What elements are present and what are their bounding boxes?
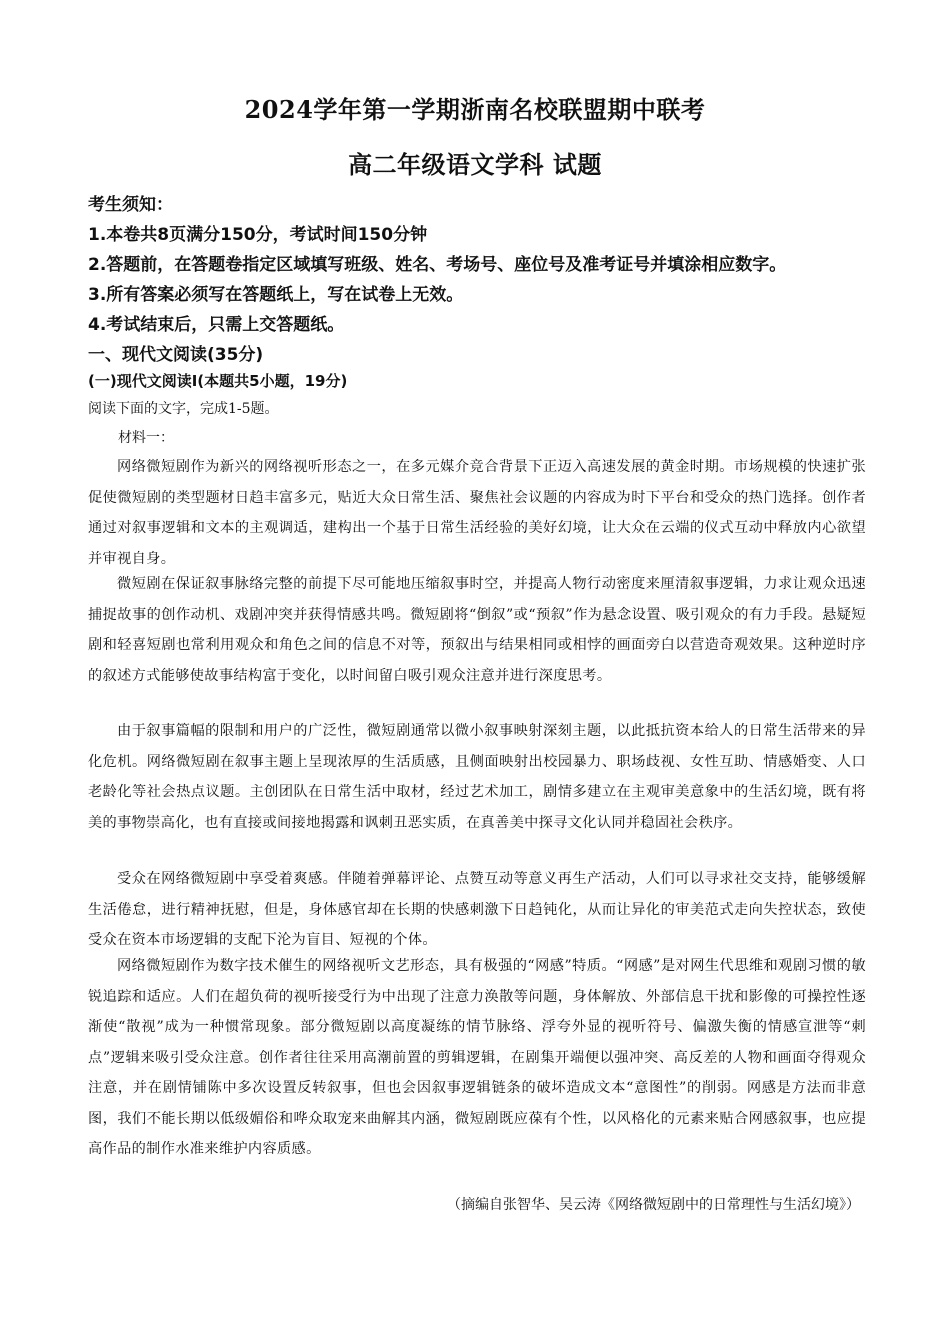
- notice-heading: 考生须知：: [88, 195, 173, 215]
- exam-subtitle: 高二年级语文学科 试题: [348, 150, 602, 179]
- passage-paragraph: 由于叙事篇幅的限制和用户的广泛性，微短剧通常以微小叙事映射深刻主题，以此抵抗资本给人的日常生活带来的异化危机。网络微短剧在叙事主题上呈现浓厚的生活质感，且侧面映射出校园暴力、职场歧视、女性互助、情感婚变、人口老龄化等社会热点议题。主创团队在日常生活中取材，经过艺术加工，剧情多建立在主观审美意象中的生活幻境，既有将美的事物崇高化，也有直接或间接地揭露和讽刺丑恶实质，在真善美中探寻文化认同并稳固社会秩序。: [88, 723, 866, 831]
- passage-paragraph: 网络微短剧作为数字技术催生的网络视听文艺形态，具有极强的“网感”特质。“网感”是对网生代思维和观剧习惯的敏锐追踪和适应。人们在超负荷的视听接受行为中出现了注意力涣散等问题，身体解放、外部信息干扰和影像的可操控性逐渐使“散视”成为一种惯常现象。部分微短剧以高度凝练的情节脉络、浮夸外显的视听符号、偏激失衡的情感宣泄等“刺点”逻辑来吸引受众注意。创作者往往采用高潮前置的剪辑逻辑，在剧集开端便以强冲突、高反差的人物和画面夺得观众注意，并在剧情铺陈中多次设置反转叙事，但也会因叙事逻辑链条的破坏造成文本“意图性”的削弱。网感是方法而非意图，我们不能长期以低级媚俗和哗众取宠来曲解其内涵，微短剧既应葆有个性，以风格化的元素来贴合网感叙事，也应提高作品的制作水准来维护内容质感。: [88, 958, 866, 1157]
- material-label: 材料一：: [118, 430, 174, 446]
- passage-paragraph: 受众在网络微短剧中享受着爽感。伴随着弹幕评论、点赞互动等意义再生产活动，人们可以寻求社交支持，能够缓解生活倦怠，进行精神抚慰，但是，身体感官却在长期的快感刺激下日趋钝化，从而让异化的审美范式走向失控状态，致使受众在资本市场逻辑的支配下沦为盲目、短视的个体。: [88, 871, 866, 948]
- exam-title: 2024学年第一学期浙南名校联盟期中联考: [244, 95, 706, 124]
- section-heading: 一、现代文阅读(35分): [88, 345, 264, 365]
- notice-item-4: 4.考试结束后，只需上交答题纸。: [88, 315, 345, 335]
- subsection-heading: (一)现代文阅读Ⅰ(本题共5小题，19分): [88, 372, 348, 390]
- notice-item-2: 2.答题前，在答题卷指定区域填写班级、姓名、考场号、座位号及准考证号并填涂相应数字。: [88, 255, 787, 275]
- passage-paragraph: 微短剧在保证叙事脉络完整的前提下尽可能地压缩叙事时空，并提高人物行动密度来厘清叙事逻辑，力求让观众迅速捕捉故事的创作动机、戏剧冲突并获得情感共鸣。微短剧将“倒叙”或“预叙”作为悬念设置、吸引观众的有力手段。悬疑短剧和轻喜短剧也常利用观众和角色之间的信息不对等，预叙出与结果相同或相悖的画面旁白以营造奇观效果。这种逆时序的叙述方式能够使故事结构富于变化，以时间留白吸引观众注意并进行深度思考。: [88, 576, 866, 684]
- notice-item-1: 1.本卷共8页满分150分，考试时间150分钟: [88, 225, 428, 245]
- passage-paragraph: 网络微短剧作为新兴的网络视听形态之一，在多元媒介竞合背景下正迈入高速发展的黄金时期。市场规模的快速扩张促使微短剧的类型题材日趋丰富多元，贴近大众日常生活、聚焦社会议题的内容成为时下平台和受众的热门选择。创作者通过对叙事逻辑和文本的主观调适，建构出一个基于日常生活经验的美好幻境，让大众在云端的仪式互动中释放内心欲望并审视自身。: [88, 459, 866, 567]
- notice-item-3: 3.所有答案必须写在答题纸上，写在试卷上无效。: [88, 285, 464, 305]
- question-instruction: 阅读下面的文字，完成1-5题。: [88, 401, 279, 417]
- source-citation: （摘编自张智华、吴云涛《网络微短剧中的日常理性与生活幻境》）: [447, 1197, 860, 1213]
